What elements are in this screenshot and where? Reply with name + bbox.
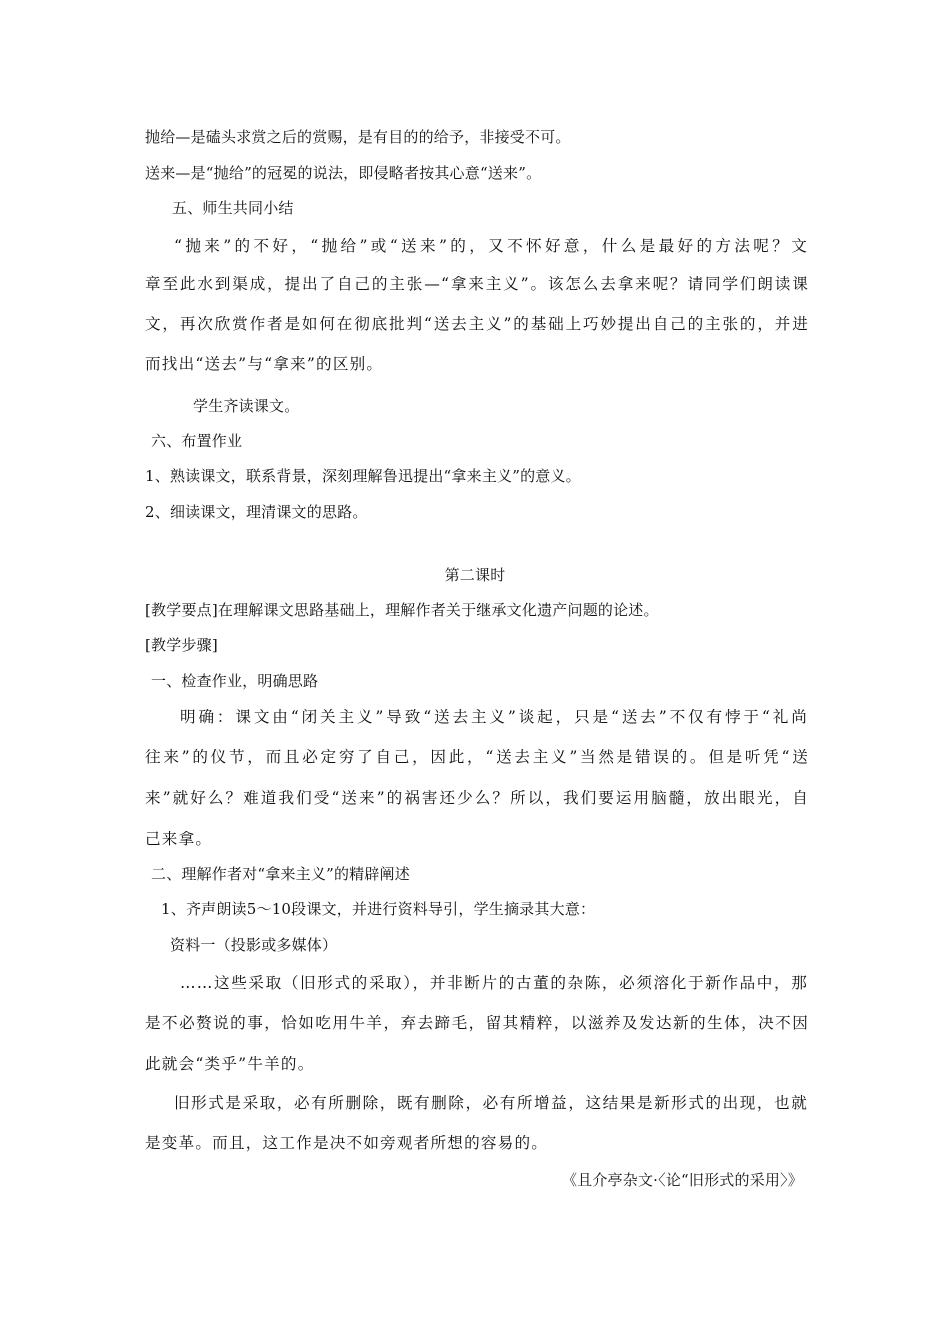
list-item: 1、熟读课文，联系背景，深刻理解鲁迅提出“拿来主义”的意义。 (145, 467, 581, 485)
paragraph-line: 抛给—是磕头求赏之后的赏赐，是有目的的给予，非接受不可。 (145, 128, 571, 146)
paragraph-line: 来”就好么？难道我们受“送来”的祸害还少么？所以，我们要运用脑髓，放出眼光，自 (145, 789, 809, 807)
paragraph-line: 己来拿。 (145, 830, 213, 848)
paragraph-line: 学生齐读课文。 (193, 397, 300, 415)
paragraph-line: 资料一（投影或多媒体） (170, 936, 338, 954)
citation: 《且介亭杂文·〈论“旧形式的采用〉》 (561, 1171, 803, 1189)
section-heading: 五、师生共同小结 (172, 199, 294, 217)
paragraph-line: “抛来”的不好，“抛给”或“送来”的，又不怀好意，什么是最好的方法呢？文 (174, 237, 808, 255)
paragraph-line: 往来”的仪节，而且必定穷了自己，因此，“送去主义”当然是错误的。但是听凭“送 (145, 748, 809, 766)
paragraph-line: 明确：课文由“闭关主义”导致“送去主义”谈起，只是“送去”不仅有悖于“礼尚 (180, 708, 808, 726)
quote-line: 是变革。而且，这工作是决不如旁观者所想的容易的。 (145, 1134, 549, 1152)
section-heading: 二、理解作者对“拿来主义”的精辟阐述 (151, 865, 410, 883)
list-item: 2、细读课文，理清课文的思路。 (145, 503, 368, 521)
quote-line: 旧形式是采取，必有所删除，既有删除，必有所增益，这结果是新形式的出现，也就 (174, 1094, 808, 1112)
paragraph-line: 送来—是“抛给”的冠冕的说法，即侵略者按其心意“送来”。 (145, 164, 542, 182)
paragraph-line: [教学步骤] (145, 636, 218, 654)
section-heading: 一、检查作业，明确思路 (151, 672, 319, 690)
paragraph-line: 文，再次欣赏作者是如何在彻底批判“送去主义”的基础上巧妙提出自己的主张的，并进 (145, 315, 809, 333)
section-heading: 六、布置作业 (151, 432, 243, 450)
list-item: 1、齐声朗读5～10段课文，并进行资料导引，学生摘录其大意： (161, 900, 596, 918)
quote-line: 此就会“类乎”牛羊的。 (145, 1055, 315, 1073)
paragraph-line: [教学要点]在理解课文思路基础上，理解作者关于继承文化遗产问题的论述。 (145, 601, 659, 619)
paragraph-line: 章至此水到渠成，提出了自己的主张—“拿来主义”。该怎么去拿来呢？请同学们朗读课 (145, 275, 809, 293)
quote-line: 是不必赘说的事，恰如吃用牛羊，弃去蹄毛，留其精粹，以滋养及发达新的生体，决不因 (145, 1014, 809, 1032)
paragraph-line: 而找出“送去”与“拿来”的区别。 (145, 355, 384, 373)
lesson-title: 第二课时 (444, 566, 506, 584)
quote-line: ……这些采取（旧形式的采取），并非断片的古董的杂陈，必须溶化于新作品中，那 (180, 974, 808, 992)
